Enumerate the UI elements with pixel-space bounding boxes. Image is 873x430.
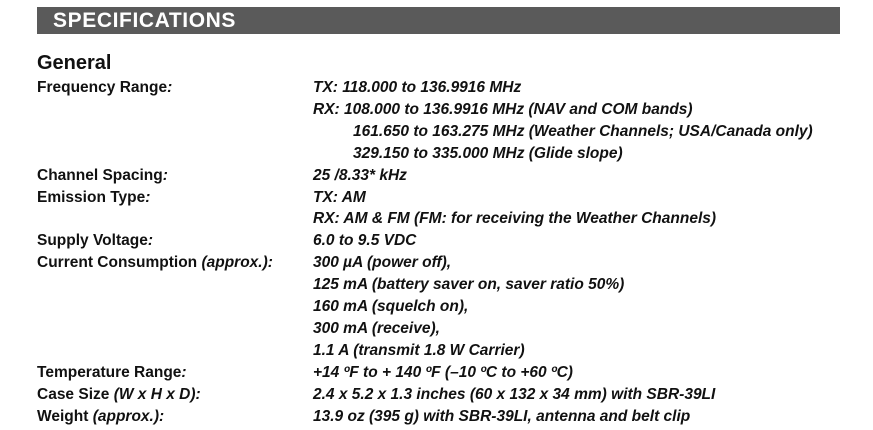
spec-value-line: 300 mA (receive), [313,319,440,337]
spec-value-line: 160 mA (squelch on), [313,298,469,316]
spec-value-line: 300 µA (power off), [313,254,452,272]
page-title: SPECIFICATIONS [53,9,237,32]
spec-row-supply-voltage [37,230,867,252]
spec-values [313,230,867,252]
spec-value-line: TX: 118.000 to 136.9916 MHz [313,79,522,96]
spec-value-line: 125 mA (battery saver on, saver ratio 50%) [313,276,625,294]
spec-value-line: 25 /8.33* kHz [313,166,407,184]
spec-values [313,252,867,362]
spec-row-current-consumption [37,252,867,362]
spec-values [313,406,867,428]
spec-value-line: +14 ºF to + 140 ºF (–10 ºC to +60 ºC) [313,363,573,381]
spec-value-line: RX: 108.000 to 136.9916 MHz (NAV and COM bands) [313,100,693,118]
spec-label: Channel Spacing: [37,166,168,184]
spec-label: Case Size (W x H x D): [37,385,201,403]
spec-value-line: RX: AM & FM (FM: for receiving the Weather Channels) [313,210,717,228]
spec-row-channel-spacing [37,165,867,187]
spec-values [313,384,867,406]
spec-values [313,362,867,384]
section-title-general: General [37,52,112,74]
spec-label: Temperature Range: [37,363,187,381]
spec-table [37,77,867,428]
spec-row-case-size [37,384,867,406]
spec-label: Emission Type: [37,188,151,206]
spec-value-line: 13.9 oz (395 g) with SBR-39LI, antenna and belt clip [313,407,691,425]
spec-value-line: 6.0 to 9.5 VDC [313,232,417,250]
spec-values [313,165,867,187]
spec-label: Weight (approx.): [37,407,165,425]
spec-value-line: 2.4 x 5.2 x 1.3 inches (60 x 132 x 34 mm) with SBR-39LI [313,385,716,403]
spec-row-frequency-range [37,77,867,165]
spec-values [313,187,867,231]
spec-row-temperature-range [37,362,867,384]
spec-value-line: 1.1 A (transmit 1.8 W Carrier) [313,341,525,359]
spec-row-weight [37,406,867,428]
spec-label: Frequency Range: [37,79,173,96]
spec-value-line: TX: AM [313,188,366,206]
spec-label: Current Consumption (approx.): [37,254,273,272]
section-header-bar [37,7,840,34]
spec-value-line: 329.150 to 335.000 MHz (Glide slope) [353,144,623,162]
spec-label: Supply Voltage: [37,232,153,250]
spec-values [313,77,867,165]
spec-value-line: 161.650 to 163.275 MHz (Weather Channels; USA/Canada only) [353,122,813,140]
spec-row-emission-type [37,187,867,231]
